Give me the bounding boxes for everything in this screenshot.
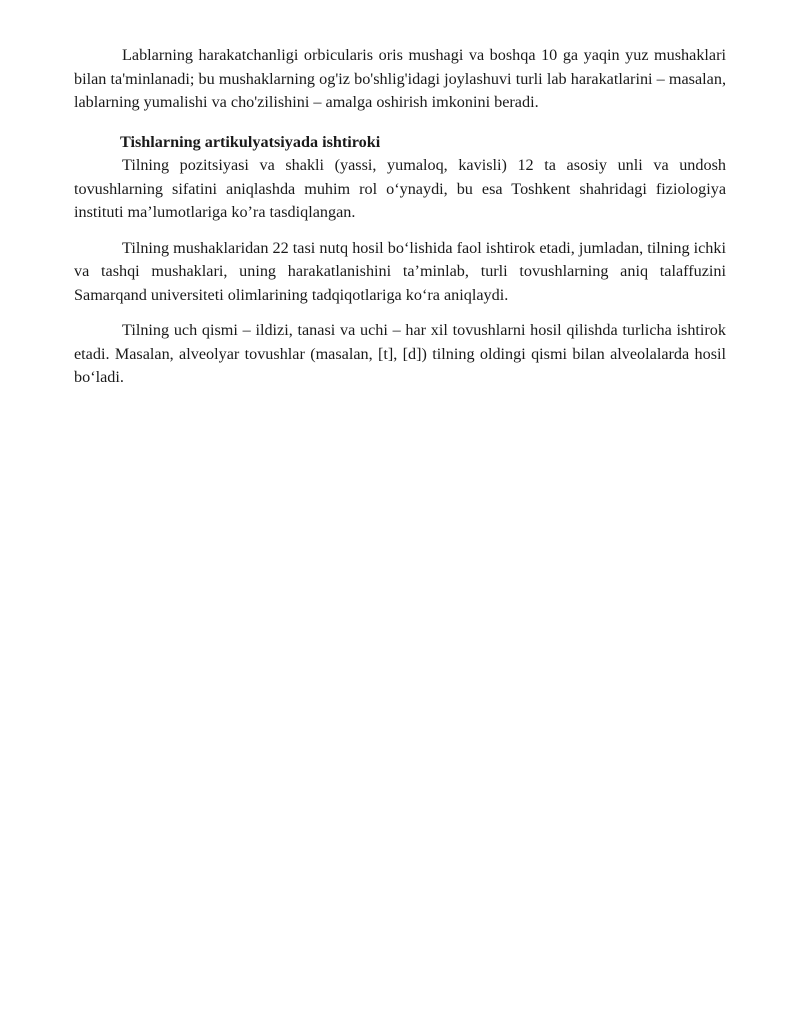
paragraph-spacer xyxy=(74,115,726,131)
paragraph-tongue-parts: Tilning uch qismi – ildizi, tanasi va uchi – har xil tovushlarni hosil qilishda turlicha ishtirok etadi. Masalan, alveolyar tovushlar (masalan, [t], [d]) tilning oldingi qismi bilan alveolalarda hosil bo‘ladi. xyxy=(74,321,726,386)
paragraph-spacer xyxy=(74,307,726,319)
paragraph-tongue-position: Tilning pozitsiyasi va shakli (yassi, yumaloq, kavisli) 12 ta asosiy unli va undosh tovushlarning sifatini aniqlashda muhim rol o‘ynaydi, bu esa Toshkent shahridagi fiziologiya instituti ma’lumotlariga ko’ra tasdiqlangan. xyxy=(74,156,726,221)
paragraph-spacer xyxy=(74,225,726,237)
paragraph-tongue-muscles: Tilning mushaklaridan 22 tasi nutq hosil bo‘lishida faol ishtirok etadi, jumladan, tilning ichki va tashqi mushaklari, uning harakatlanishini ta’minlab, turli tovushlarning aniq talaffuzini Samarqand universiteti olimlarining tadqiqotlariga ko‘ra aniqlaydi. xyxy=(74,238,726,304)
paragraph-lips-mobility: Lablarning harakatchanligi orbicularis oris mushagi va boshqa 10 ga yaqin yuz mushaklari bilan ta'minlanadi; bu mushaklarning og'iz bo'shlig'idagi joylashuvi turli lab harakatlarini – masalan, lablarning yumalishi va cho'zilishini – amalga oshirish imkonini beradi. xyxy=(74,46,726,111)
document-body xyxy=(74,44,726,390)
section-heading: Tishlarning artikulyatsiyada ishtiroki xyxy=(120,132,381,151)
